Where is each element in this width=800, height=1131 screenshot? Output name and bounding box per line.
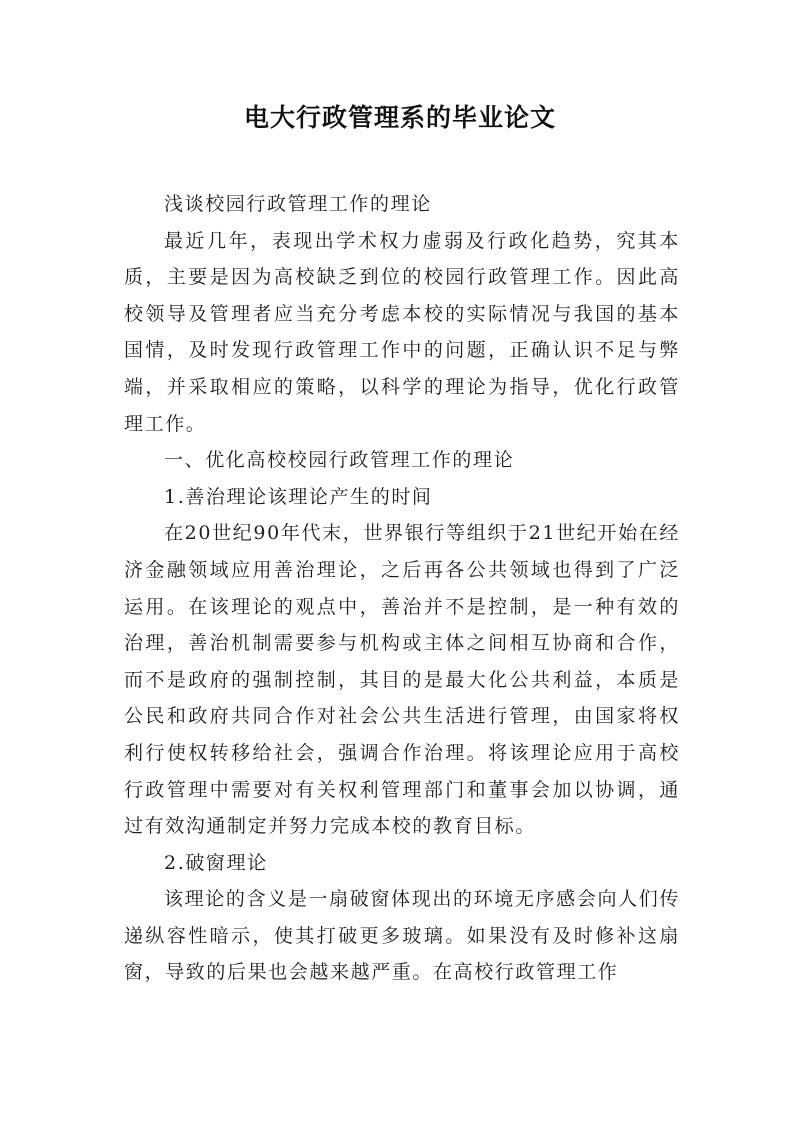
broken-window-paragraph: 该理论的含义是一扇破窗体现出的环境无序感会向人们传递纵容性暗示，使其打破更多玻璃。如果没有及时修补这扇窗，导致的后果也会越来越严重。在高校行政管理工作 bbox=[124, 888, 680, 984]
section-subtitle: 浅谈校园行政管理工作的理论 bbox=[164, 193, 432, 215]
subsection-heading-2: 2.破窗理论 bbox=[164, 851, 268, 874]
section-heading-1: 一、优化高校校园行政管理工作的理论 bbox=[164, 449, 515, 472]
document-title: 电大行政管理系的毕业论文 bbox=[243, 103, 556, 132]
good-governance-paragraph: 在20世纪90年代末，世界银行等组织于21世纪开始在经济金融领域应用善治理论，之后再各公共领域也得到了广泛运用。在该理论的观点中，善治并不是控制，是一种有效的治理，善治机制需要参与机构或主体之间相互协商和合作，而不是政府的强制控制，其目的是最大化公共利益，本质是公民和政府共同合作对社会公共生活进行管理，由国家将权利行使权转移给社会，强调合作治理。将该理论应用于高校行政管理中需要对有关权利管理部门和董事会加以协调，通过有效沟通制定并努力完成本校的教育目标。 bbox=[124, 522, 680, 838]
document-body bbox=[124, 186, 680, 991]
subsection-heading-1: 1.善治理论该理论产生的时间 bbox=[164, 485, 433, 508]
intro-paragraph: 最近几年，表现出学术权力虚弱及行政化趋势，究其本质，主要是因为高校缺乏到位的校园行政管理工作。因此高校领导及管理者应当充分考虑本校的实际情况与我国的基本国情，及时发现行政管理工作中的问题，正确认识不足与弊端，并采取相应的策略，以科学的理论为指导，优化行政管理工作。 bbox=[124, 229, 680, 435]
